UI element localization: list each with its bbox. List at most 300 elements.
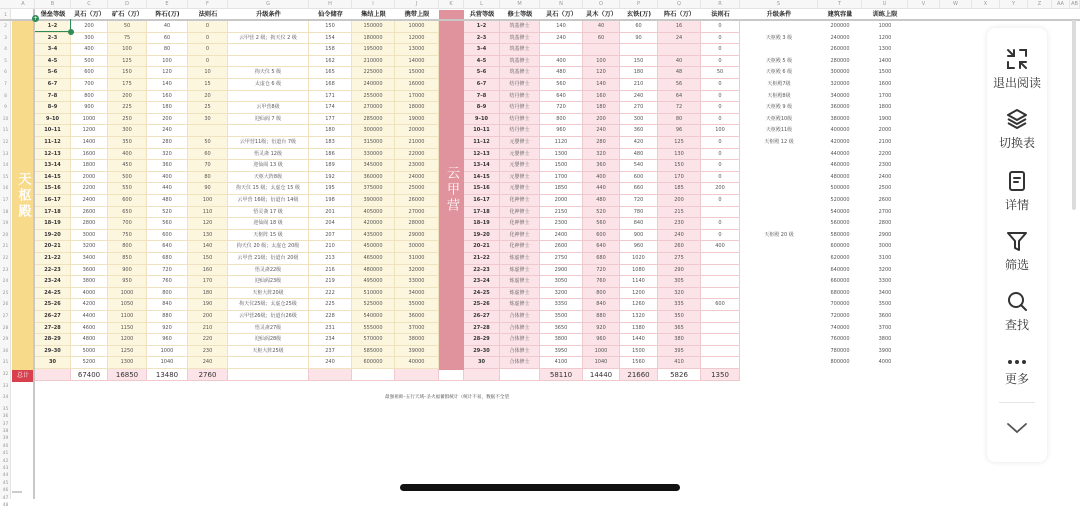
row-number[interactable]: 11	[2, 128, 9, 134]
row-level[interactable]: 8–9	[464, 102, 500, 114]
table-cell[interactable]: 3800	[540, 334, 583, 346]
table-cell[interactable]	[583, 44, 620, 56]
table-cell[interactable]: 840	[620, 218, 658, 230]
table-cell[interactable]: 480	[540, 67, 583, 79]
row-level[interactable]: 29–30	[35, 346, 71, 358]
row-level[interactable]: 25–26	[35, 299, 71, 311]
table-cell[interactable]: 330000	[352, 149, 395, 161]
row-number[interactable]: 27	[2, 314, 9, 319]
table-cell[interactable]: 23000	[395, 160, 439, 172]
table-cell[interactable]: 0	[188, 33, 228, 45]
table-cell[interactable]: 220	[188, 334, 228, 346]
table-cell[interactable]: 215	[658, 207, 701, 219]
table-cell[interactable]: 160	[188, 265, 228, 277]
table-cell[interactable]: 510000	[352, 288, 395, 300]
table-cell[interactable]: 240	[620, 91, 658, 103]
table-cell[interactable]: 600	[701, 299, 740, 311]
table-cell[interactable]: 240	[583, 125, 620, 137]
table-cell[interactable]: 2300	[540, 218, 583, 230]
total-cell[interactable]	[464, 369, 500, 381]
table-cell[interactable]: 210	[620, 79, 658, 91]
table-cell[interactable]: 200	[147, 114, 188, 126]
table-cell[interactable]: 20000	[395, 125, 439, 137]
column-letter[interactable]: S	[740, 0, 818, 9]
table-cell[interactable]: 201	[309, 207, 352, 219]
table-cell[interactable]: 280	[583, 137, 620, 149]
column-letter[interactable]: X	[972, 0, 1000, 9]
table-cell[interactable]: 520	[583, 207, 620, 219]
details-button[interactable]	[987, 170, 1047, 213]
row-level[interactable]: 8–9	[35, 102, 71, 114]
table-cell[interactable]: 780000	[830, 347, 850, 354]
row-level[interactable]: 11–12	[35, 137, 71, 149]
table-cell[interactable]: 2600	[540, 241, 583, 253]
table-cell[interactable]: 230	[188, 346, 228, 358]
table-cell[interactable]: 0	[701, 44, 740, 56]
table-cell[interactable]: 360	[147, 160, 188, 172]
table-cell[interactable]: 550	[108, 183, 147, 195]
column-header[interactable]: 兵营等级	[469, 11, 495, 18]
row-level[interactable]: 28–29	[35, 334, 71, 346]
switch-sheet-button[interactable]	[987, 108, 1047, 151]
table-cell[interactable]: 炼虚修士	[500, 288, 540, 300]
table-cell[interactable]: 3050	[540, 276, 583, 288]
table-cell[interactable]: 10000	[395, 21, 439, 33]
table-cell[interactable]: 340000	[830, 92, 850, 99]
table-cell[interactable]: 560	[583, 218, 620, 230]
table-cell[interactable]: 198	[309, 195, 352, 207]
table-cell[interactable]: 2200	[71, 183, 108, 195]
column-header[interactable]: 阵石（万）	[664, 11, 695, 18]
table-cell[interactable]: 天枢大阵20级	[228, 288, 309, 300]
row-level[interactable]: 23–24	[35, 276, 71, 288]
column-letter[interactable]: L	[464, 0, 500, 9]
row-level[interactable]: 30	[464, 357, 500, 369]
table-cell[interactable]: 50	[108, 21, 147, 33]
table-cell[interactable]: 10	[188, 67, 228, 79]
table-cell[interactable]: 150	[108, 67, 147, 79]
table-cell[interactable]: 1150	[108, 323, 147, 335]
table-cell[interactable]: 14000	[395, 56, 439, 68]
table-cell[interactable]: 0	[701, 33, 740, 45]
column-header[interactable]: 集结上限	[361, 11, 386, 18]
row-level[interactable]: 5–6	[35, 67, 71, 79]
table-cell[interactable]: 1120	[540, 137, 583, 149]
table-cell[interactable]: 540000	[352, 311, 395, 323]
table-cell[interactable]: 195000	[352, 44, 395, 56]
row-number[interactable]: 19	[2, 221, 9, 227]
table-cell[interactable]: 520	[147, 207, 188, 219]
table-cell[interactable]: 850	[108, 253, 147, 265]
table-cell[interactable]: 320000	[830, 81, 850, 87]
table-cell[interactable]	[228, 91, 309, 103]
table-cell[interactable]: 150000	[352, 21, 395, 33]
table-cell[interactable]: 元婴修士	[500, 172, 540, 184]
search-button[interactable]	[987, 290, 1047, 333]
table-cell[interactable]: 17000	[395, 91, 439, 103]
table-cell[interactable]: 285000	[352, 114, 395, 126]
table-cell[interactable]: 125	[108, 56, 147, 68]
table-cell[interactable]: 920	[583, 323, 620, 335]
row-level[interactable]: 21–22	[464, 253, 500, 265]
table-cell[interactable]: 360000	[352, 172, 395, 184]
table-cell[interactable]: 150	[188, 253, 228, 265]
row-level[interactable]: 16–17	[464, 195, 500, 207]
table-cell[interactable]: 700000	[830, 301, 850, 308]
table-cell[interactable]: 880	[147, 311, 188, 323]
table-cell[interactable]: 合体修士	[500, 357, 540, 369]
table-cell[interactable]: 1400	[878, 57, 892, 64]
row-level[interactable]: 1–2	[464, 21, 500, 33]
table-cell[interactable]: 24	[658, 33, 701, 45]
table-cell[interactable]: 240	[540, 33, 583, 45]
row-level[interactable]: 17–18	[35, 207, 71, 219]
table-cell[interactable]: 化神修士	[500, 230, 540, 242]
total-cell[interactable]	[395, 369, 439, 381]
table-cell[interactable]: 云甲营 16级；衍道台 14级	[228, 195, 309, 207]
table-cell[interactable]: 80	[147, 44, 188, 56]
table-cell[interactable]: 18000	[395, 102, 439, 114]
table-cell[interactable]: 234	[309, 334, 352, 346]
column-header[interactable]: 灵木（万）	[586, 11, 617, 18]
table-cell[interactable]: 2400	[878, 173, 892, 180]
cell-selection[interactable]	[35, 19, 71, 32]
table-cell[interactable]: 合体修士	[500, 334, 540, 346]
table-cell[interactable]: 云甲营 21级；衍道台 20级	[228, 253, 309, 265]
row-level[interactable]: 10–11	[464, 125, 500, 137]
table-cell[interactable]: 380000	[830, 115, 850, 122]
table-cell[interactable]: 元婴修士	[500, 149, 540, 161]
row-level[interactable]: 30	[35, 357, 71, 369]
column-letter[interactable]: AA	[1052, 0, 1070, 9]
row-level[interactable]: 12–13	[35, 149, 71, 161]
table-cell[interactable]: 0	[188, 56, 228, 68]
table-cell[interactable]: 13000	[395, 44, 439, 56]
table-cell[interactable]: 1000	[878, 23, 892, 29]
table-cell[interactable]: 60	[188, 149, 228, 161]
table-cell[interactable]: 34000	[395, 288, 439, 300]
table-cell[interactable]	[228, 125, 309, 137]
table-cell[interactable]: 60	[620, 21, 658, 33]
table-cell[interactable]: 315000	[352, 137, 395, 149]
table-cell[interactable]: 2000	[540, 195, 583, 207]
column-letter[interactable]: O	[583, 0, 620, 9]
table-cell[interactable]: 拘天仪 20 级；太虚仓 20级	[228, 241, 309, 253]
column-letter[interactable]: C	[71, 0, 108, 9]
table-cell[interactable]: 40	[147, 21, 188, 33]
table-cell[interactable]: 筑基修士	[500, 67, 540, 79]
table-cell[interactable]: 375000	[352, 183, 395, 195]
table-cell[interactable]: 270	[620, 102, 658, 114]
table-cell[interactable]: 1000	[583, 346, 620, 358]
row-level[interactable]: 15–16	[464, 183, 500, 195]
table-cell[interactable]: 495000	[352, 276, 395, 288]
table-cell[interactable]: 1320	[620, 311, 658, 323]
column-letter[interactable]: U	[862, 0, 908, 9]
table-cell[interactable]: 56	[658, 79, 701, 91]
column-letter[interactable]: J	[395, 0, 439, 9]
table-cell[interactable]: 0	[701, 137, 740, 149]
table-cell[interactable]	[228, 21, 309, 33]
table-cell[interactable]: 240	[658, 230, 701, 242]
table-cell[interactable]: 185	[658, 183, 701, 195]
table-cell[interactable]: 迎仙阁23级	[228, 276, 309, 288]
table-cell[interactable]: 天枢殿10级	[765, 115, 793, 122]
table-cell[interactable]: 96	[658, 125, 701, 137]
row-level[interactable]: 9–10	[464, 114, 500, 126]
total-cell[interactable]: 67400	[71, 369, 108, 381]
table-cell[interactable]: 120	[147, 67, 188, 79]
table-cell[interactable]: 560	[540, 79, 583, 91]
table-cell[interactable]: 天枢殿8级	[767, 92, 791, 99]
table-cell[interactable]: 280	[147, 137, 188, 149]
table-cell[interactable]: 180	[620, 67, 658, 79]
table-cell[interactable]: 130	[658, 149, 701, 161]
table-cell[interactable]: 720	[147, 265, 188, 277]
table-cell[interactable]	[740, 311, 818, 323]
table-cell[interactable]: 190	[188, 299, 228, 311]
table-cell[interactable]: 480000	[352, 265, 395, 277]
table-cell[interactable]: 结丹修士	[500, 114, 540, 126]
table-cell[interactable]: 540	[620, 160, 658, 172]
row-number[interactable]: 2	[4, 24, 7, 29]
total-cell[interactable]: 5826	[658, 369, 701, 381]
table-cell[interactable]: 天枢殿11级	[765, 127, 793, 134]
table-cell[interactable]: 19000	[395, 114, 439, 126]
table-cell[interactable]: 800	[108, 241, 147, 253]
table-cell[interactable]: 2800	[878, 220, 892, 227]
table-cell[interactable]: 390000	[352, 195, 395, 207]
total-cell[interactable]: 16850	[108, 369, 147, 381]
column-letter[interactable]: G	[228, 0, 309, 9]
more-button[interactable]	[987, 358, 1047, 387]
row-number[interactable]: 30	[2, 348, 9, 354]
table-cell[interactable]: 天枢殿 3 级	[765, 34, 793, 41]
table-cell[interactable]: 36000	[395, 311, 439, 323]
table-cell[interactable]	[740, 183, 818, 195]
table-cell[interactable]: 760	[583, 276, 620, 288]
table-cell[interactable]: 40	[658, 56, 701, 68]
table-cell[interactable]: 炼虚修士	[500, 299, 540, 311]
table-cell[interactable]: 200	[583, 114, 620, 126]
table-cell[interactable]: 440000	[830, 150, 850, 157]
table-cell[interactable]: 5000	[71, 346, 108, 358]
table-cell[interactable]: 50	[701, 67, 740, 79]
table-cell[interactable]: 240000	[352, 79, 395, 91]
total-cell[interactable]: 1350	[701, 369, 740, 381]
table-cell[interactable]: 结丹修士	[500, 91, 540, 103]
table-cell[interactable]: 60	[147, 33, 188, 45]
row-number[interactable]: 38	[2, 429, 9, 434]
table-cell[interactable]	[701, 346, 740, 358]
table-cell[interactable]: 600000	[830, 243, 850, 250]
table-cell[interactable]: 100	[701, 125, 740, 137]
table-cell[interactable]: 0	[701, 21, 740, 33]
row-number[interactable]: 22	[2, 256, 9, 261]
row-level[interactable]: 21–22	[35, 253, 71, 265]
column-header[interactable]: 阵石(万)	[155, 11, 180, 18]
table-cell[interactable]: 3300	[878, 278, 892, 285]
table-cell[interactable]: 0	[701, 149, 740, 161]
table-cell[interactable]: 213	[309, 253, 352, 265]
table-cell[interactable]: 1200	[878, 34, 892, 41]
column-letter[interactable]: N	[540, 0, 583, 9]
table-cell[interactable]: 2400	[540, 230, 583, 242]
table-cell[interactable]	[740, 218, 818, 230]
row-number[interactable]: 23	[2, 267, 9, 273]
column-letter[interactable]: K	[439, 0, 464, 9]
row-level[interactable]: 24–25	[464, 288, 500, 300]
table-cell[interactable]: 140	[147, 79, 188, 91]
table-cell[interactable]: 219	[309, 276, 352, 288]
table-cell[interactable]: 拘天仪 15 级；太虚仓 15 级	[228, 183, 309, 195]
table-cell[interactable]: 350	[658, 311, 701, 323]
table-cell[interactable]: 800	[583, 288, 620, 300]
table-cell[interactable]	[740, 253, 818, 265]
table-cell[interactable]: 555000	[352, 323, 395, 335]
row-level[interactable]: 29–30	[464, 346, 500, 358]
table-cell[interactable]: 3000	[71, 230, 108, 242]
table-cell[interactable]: 480	[147, 195, 188, 207]
table-cell[interactable]: 600	[583, 230, 620, 242]
total-cell[interactable]: 58110	[540, 369, 583, 381]
table-cell[interactable]: 16	[658, 21, 701, 33]
table-cell[interactable]: 元婴修士	[500, 183, 540, 195]
table-cell[interactable]: 炼虚修士	[500, 253, 540, 265]
table-cell[interactable]	[740, 276, 818, 288]
row-number[interactable]: 10	[2, 116, 9, 122]
table-cell[interactable]: 筑基修士	[500, 33, 540, 45]
table-cell[interactable]: 840	[583, 299, 620, 311]
row-level[interactable]: 26–27	[35, 311, 71, 323]
table-cell[interactable]: 3950	[540, 346, 583, 358]
table-cell[interactable]: 160	[583, 91, 620, 103]
table-cell[interactable]: 275	[658, 253, 701, 265]
table-cell[interactable]: 100	[147, 56, 188, 68]
row-number[interactable]: 18	[2, 209, 9, 215]
row-level[interactable]: 12–13	[464, 149, 500, 161]
table-cell[interactable]: 拘天仪 5 级	[228, 67, 309, 79]
table-cell[interactable]	[228, 56, 309, 68]
table-cell[interactable]: 420000	[352, 218, 395, 230]
row-number[interactable]: 17	[2, 198, 9, 203]
table-cell[interactable]: 450000	[352, 241, 395, 253]
table-cell[interactable]: 240	[309, 357, 352, 369]
table-cell[interactable]: 化神修士	[500, 207, 540, 219]
table-cell[interactable]: 1200	[108, 334, 147, 346]
table-cell[interactable]: 天枢大阵8级	[228, 172, 309, 184]
table-cell[interactable]: 2900	[540, 265, 583, 277]
table-cell[interactable]	[740, 172, 818, 184]
table-cell[interactable]: 640	[540, 91, 583, 103]
table-cell[interactable]: 15000	[395, 67, 439, 79]
table-cell[interactable]: 38000	[395, 334, 439, 346]
table-cell[interactable]: 840	[147, 299, 188, 311]
column-letter[interactable]: D	[108, 0, 147, 9]
table-cell[interactable]: 410	[658, 357, 701, 369]
column-letter[interactable]: E	[147, 0, 188, 9]
table-cell[interactable]: 350	[108, 137, 147, 149]
table-cell[interactable]: 240	[188, 357, 228, 369]
table-cell[interactable]: 720000	[830, 313, 850, 319]
table-cell[interactable]: 174	[309, 102, 352, 114]
row-level[interactable]: 20–21	[35, 241, 71, 253]
table-cell[interactable]: 16000	[395, 79, 439, 91]
row-level[interactable]: 7–8	[35, 91, 71, 103]
table-cell[interactable]: 天枢殿 20 级	[764, 231, 794, 238]
row-level[interactable]: 3–4	[35, 44, 71, 56]
table-cell[interactable]: 90	[188, 183, 228, 195]
row-number[interactable]: 42	[2, 458, 9, 464]
table-cell[interactable]: 筑基修士	[500, 21, 540, 33]
table-cell[interactable]: 680	[583, 253, 620, 265]
table-cell[interactable]: 400	[540, 56, 583, 68]
table-cell[interactable]: 合体修士	[500, 311, 540, 323]
row-number[interactable]: 39	[2, 436, 9, 442]
table-cell[interactable]: 230	[658, 218, 701, 230]
table-cell[interactable]: 1140	[620, 276, 658, 288]
table-cell[interactable]: 2200	[878, 150, 892, 157]
table-cell[interactable]: 29000	[395, 230, 439, 242]
table-cell[interactable]: 1200	[71, 125, 108, 137]
table-cell[interactable]: 28000	[395, 218, 439, 230]
table-cell[interactable]: 600	[620, 172, 658, 184]
row-number[interactable]: 15	[2, 174, 9, 180]
table-cell[interactable]: 3600	[71, 265, 108, 277]
table-cell[interactable]: 960	[620, 241, 658, 253]
row-number[interactable]: 24	[2, 279, 9, 285]
table-cell[interactable]: 660000	[830, 278, 850, 285]
table-cell[interactable]	[188, 125, 228, 137]
table-cell[interactable]: 72	[658, 102, 701, 114]
table-cell[interactable]: 660	[620, 183, 658, 195]
column-header[interactable]: 训练上限	[872, 11, 898, 18]
table-cell[interactable]: 180000	[352, 33, 395, 45]
row-number[interactable]: 32	[2, 372, 9, 377]
table-cell[interactable]: 420000	[830, 139, 850, 145]
table-cell[interactable]: 0	[701, 79, 740, 91]
table-cell[interactable]: 180	[188, 288, 228, 300]
table-cell[interactable]: 140	[583, 79, 620, 91]
column-header[interactable]: 法则石	[198, 11, 218, 18]
column-letter[interactable]: P	[620, 0, 658, 9]
row-number[interactable]: 33	[2, 383, 9, 389]
table-cell[interactable]: 228	[309, 311, 352, 323]
table-cell[interactable]: 189	[309, 160, 352, 172]
table-cell[interactable]: 39000	[395, 346, 439, 358]
table-cell[interactable]: 1300	[540, 149, 583, 161]
table-cell[interactable]	[740, 265, 818, 277]
column-letter[interactable]: Y	[1000, 0, 1028, 9]
table-cell[interactable]: 520000	[830, 197, 850, 203]
table-cell[interactable]: 22000	[395, 149, 439, 161]
table-cell[interactable]: 1260	[620, 299, 658, 311]
row-number[interactable]: 21	[2, 244, 9, 250]
table-cell[interactable]: 225000	[352, 67, 395, 79]
table-cell[interactable]: 3400	[71, 253, 108, 265]
table-cell[interactable]: 600	[108, 195, 147, 207]
column-letter[interactable]: I	[352, 0, 395, 9]
table-cell[interactable]: 250	[108, 114, 147, 126]
column-header[interactable]: 矿石（万）	[112, 11, 143, 18]
table-cell[interactable]: 天枢殿 6 级	[765, 69, 793, 76]
table-cell[interactable]	[740, 207, 818, 219]
row-number[interactable]: 28	[2, 325, 9, 331]
table-cell[interactable]: 天枢大阵25级	[228, 346, 309, 358]
table-cell[interactable]: 0	[701, 102, 740, 114]
total-cell[interactable]	[309, 369, 352, 381]
table-cell[interactable]: 800	[540, 114, 583, 126]
